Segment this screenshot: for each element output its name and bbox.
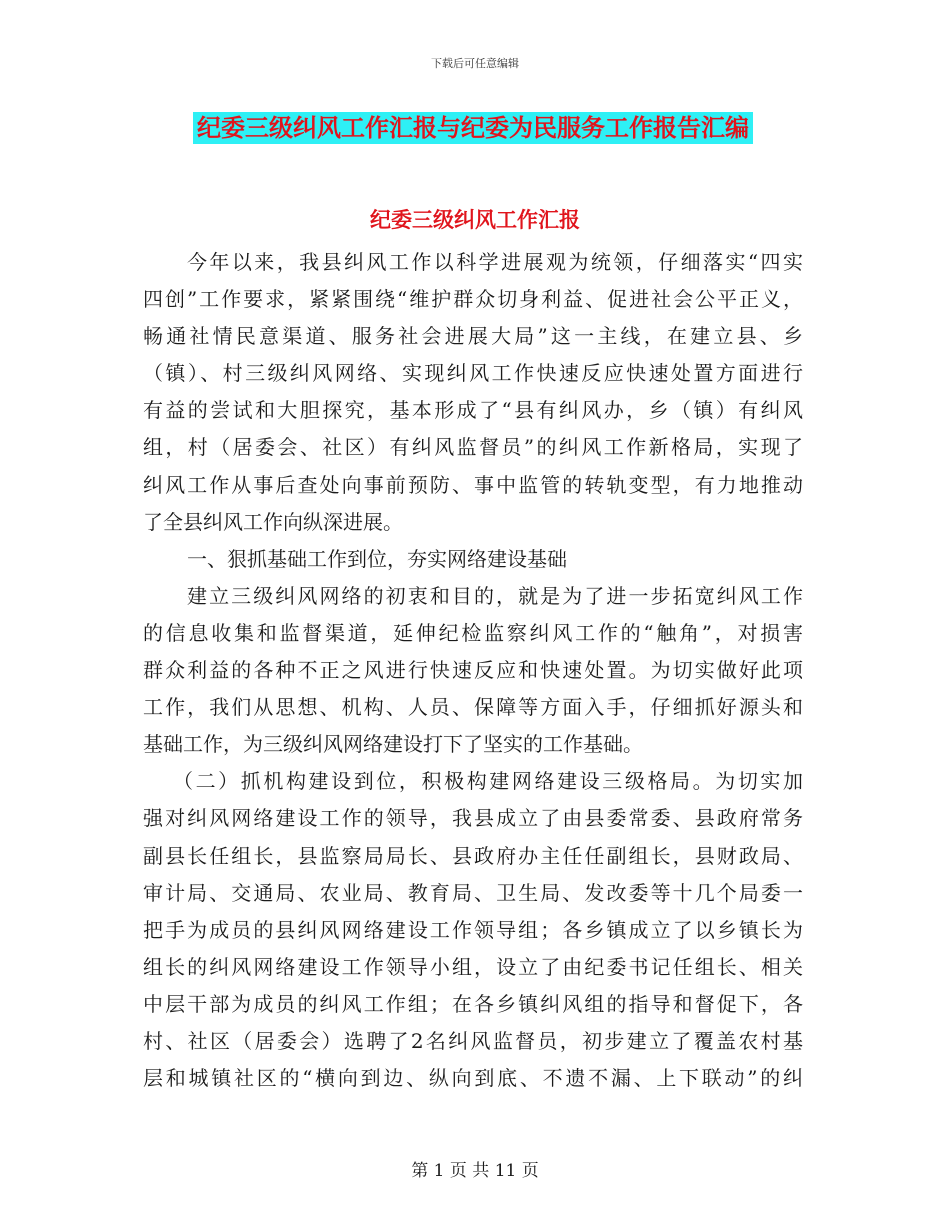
paragraph-line: 畅通社情民意渠道、服务社会进展大局”这一主线，在建立县、乡 — [143, 324, 803, 349]
paragraph-line: 强对纠风网络建设工作的领导，我县成立了由县委常委、县政府常务 — [143, 806, 803, 831]
page-footer: 第 1 页 共 11 页 — [411, 1161, 539, 1181]
paragraph-line: 层和城镇社区的“横向到边、纵向到底、不遗不漏、上下联动”的纠 — [143, 1066, 803, 1091]
header-note: 下载后可任意编辑 — [431, 57, 519, 70]
paragraph-line: 工作，我们从思想、机构、人员、保障等方面入手，仔细抓好源头和 — [143, 695, 803, 720]
paragraph-line: 的信息收集和监督渠道，延伸纪检监察纠风工作的“触角”，对损害 — [143, 620, 803, 645]
paragraph-line: 组长的纠风网络建设工作领导小组，设立了由纪委书记任组长、相关 — [143, 954, 803, 979]
paragraph-line: 有益的尝试和大胆探究，基本形成了“县有纠风办，乡（镇）有纠风 — [143, 398, 803, 423]
paragraph-line: 今年以来，我县纠风工作以科学进展观为统领，仔细落实“四实 — [187, 250, 803, 274]
paragraph-line: 建立三级纠风网络的初衷和目的，就是为了进一步拓宽纠风工作 — [187, 583, 803, 608]
paragraph-line: 了全县纠风工作向纵深进展。 — [143, 509, 403, 534]
paragraph-line: 副县长任组长，县监察局局长、县政府办主任任副组长，县财政局、 — [143, 843, 803, 868]
body-text — [143, 244, 803, 1097]
paragraph-line: 把手为成员的县纠风网络建设工作领导组；各乡镇成立了以乡镇长为 — [143, 917, 803, 942]
paragraph-line: （二）抓机构建设到位，积极构建网络建设三级格局。为切实加 — [173, 769, 803, 794]
subheading-line: 一、狠抓基础工作到位，夯实网络建设基础 — [187, 546, 567, 571]
paragraph-line: 基础工作，为三级纠风网络建设打下了坚实的工作基础。 — [143, 732, 643, 757]
paragraph-line: 四创”工作要求，紧紧围绕“维护群众切身利益、促进社会公平正义， — [143, 287, 803, 312]
paragraph-line: 纠风工作从事后查处向事前预防、事中监管的转轨变型，有力地推动 — [143, 472, 803, 497]
paragraph-line: 群众利益的各种不正之风进行快速反应和快速处置。为切实做好此项 — [143, 658, 803, 683]
paragraph-line: 中层干部为成员的纠风工作组；在各乡镇纠风组的指导和督促下，各 — [143, 991, 803, 1016]
paragraph-line: 审计局、交通局、农业局、教育局、卫生局、发改委等十几个局委一 — [143, 880, 803, 905]
paragraph-line: 村、社区（居委会）选聘了2名纠风监督员，初步建立了覆盖农村基 — [143, 1028, 803, 1053]
paragraph-line: 组，村（居委会、社区）有纠风监督员”的纠风工作新格局，实现了 — [143, 435, 803, 460]
paragraph-line: （镇）、村三级纠风网络、实现纠风工作快速反应快速处置方面进行 — [143, 361, 803, 386]
section-title: 纪委三级纠风工作汇报 — [370, 208, 580, 232]
document-title: 纪委三级纠风工作汇报与纪委为民服务工作报告汇编 — [193, 112, 753, 144]
